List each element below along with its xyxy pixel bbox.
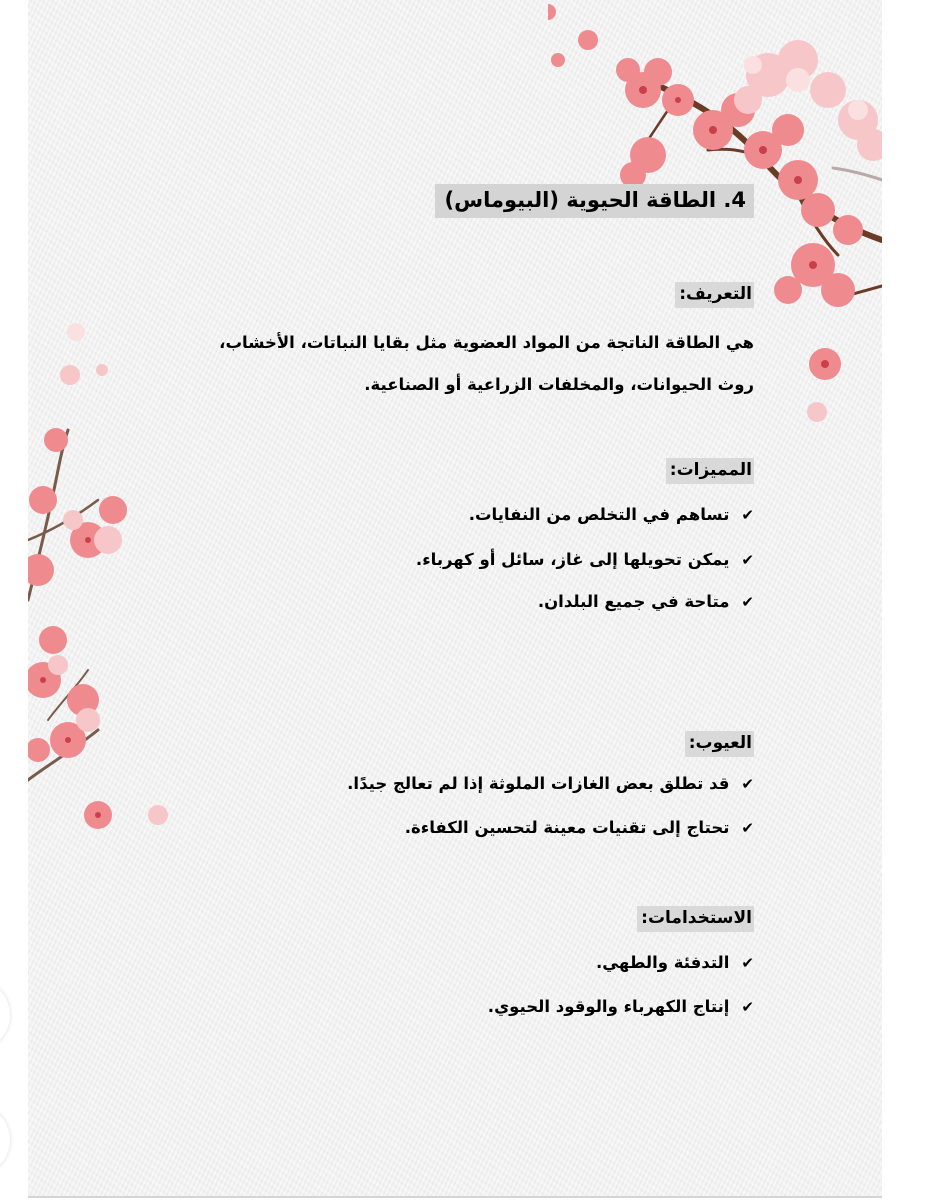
list-item [596, 953, 754, 972]
side-handle[interactable] [0, 980, 10, 1050]
advantage-text: متاحة في جميع البلدان. [537, 592, 730, 611]
advantages-label: المميزات: [666, 458, 754, 484]
list-item [469, 505, 754, 524]
check-icon: ✔ [741, 997, 754, 1016]
uses-label: الاستخدامات: [637, 906, 754, 932]
viewer-gutter [882, 0, 930, 1200]
list-item [405, 818, 754, 837]
check-icon: ✔ [741, 774, 754, 793]
petal-icon [58, 320, 118, 390]
page-title: 4. الطاقة الحيوية (البيوماس) [435, 184, 754, 218]
list-item [347, 774, 754, 793]
disadvantage-text: تحتاج إلى تقنيات معينة لتحسين الكفاءة. [404, 818, 730, 837]
advantage-text: يمكن تحويلها إلى غاز، سائل أو كهرباء. [415, 550, 730, 569]
list-item [538, 592, 754, 611]
cherry-blossom-branch-icon [548, 0, 882, 320]
list-item [488, 997, 754, 1016]
disadvantages-label: العيوب: [685, 731, 754, 757]
check-icon: ✔ [741, 818, 754, 837]
check-icon: ✔ [741, 953, 754, 972]
cherry-blossom-branch-icon [28, 420, 188, 840]
check-icon: ✔ [741, 592, 754, 611]
definition-text: هي الطاقة الناتجة من المواد العضوية مثل بقايا النباتات، الأخشاب، روث الحيوانات، والمخلفات الزراعية أو الصناعية. [219, 333, 754, 394]
check-icon: ✔ [741, 505, 754, 524]
page-bottom-edge [28, 1196, 882, 1198]
document-page [28, 0, 882, 1198]
use-text: التدفئة والطهي. [595, 953, 730, 972]
check-icon: ✔ [741, 550, 754, 569]
advantage-text: تساهم في التخلص من النفايات. [468, 505, 730, 524]
side-handle[interactable] [0, 1105, 10, 1175]
disadvantage-text: قد تطلق بعض الغازات الملوثة إذا لم تعالج جيدًا. [347, 774, 730, 793]
petal-icon [803, 340, 853, 430]
definition-label: التعريف: [675, 282, 754, 308]
use-text: إنتاج الكهرباء والوقود الحيوي. [487, 997, 730, 1016]
list-item [416, 550, 754, 569]
